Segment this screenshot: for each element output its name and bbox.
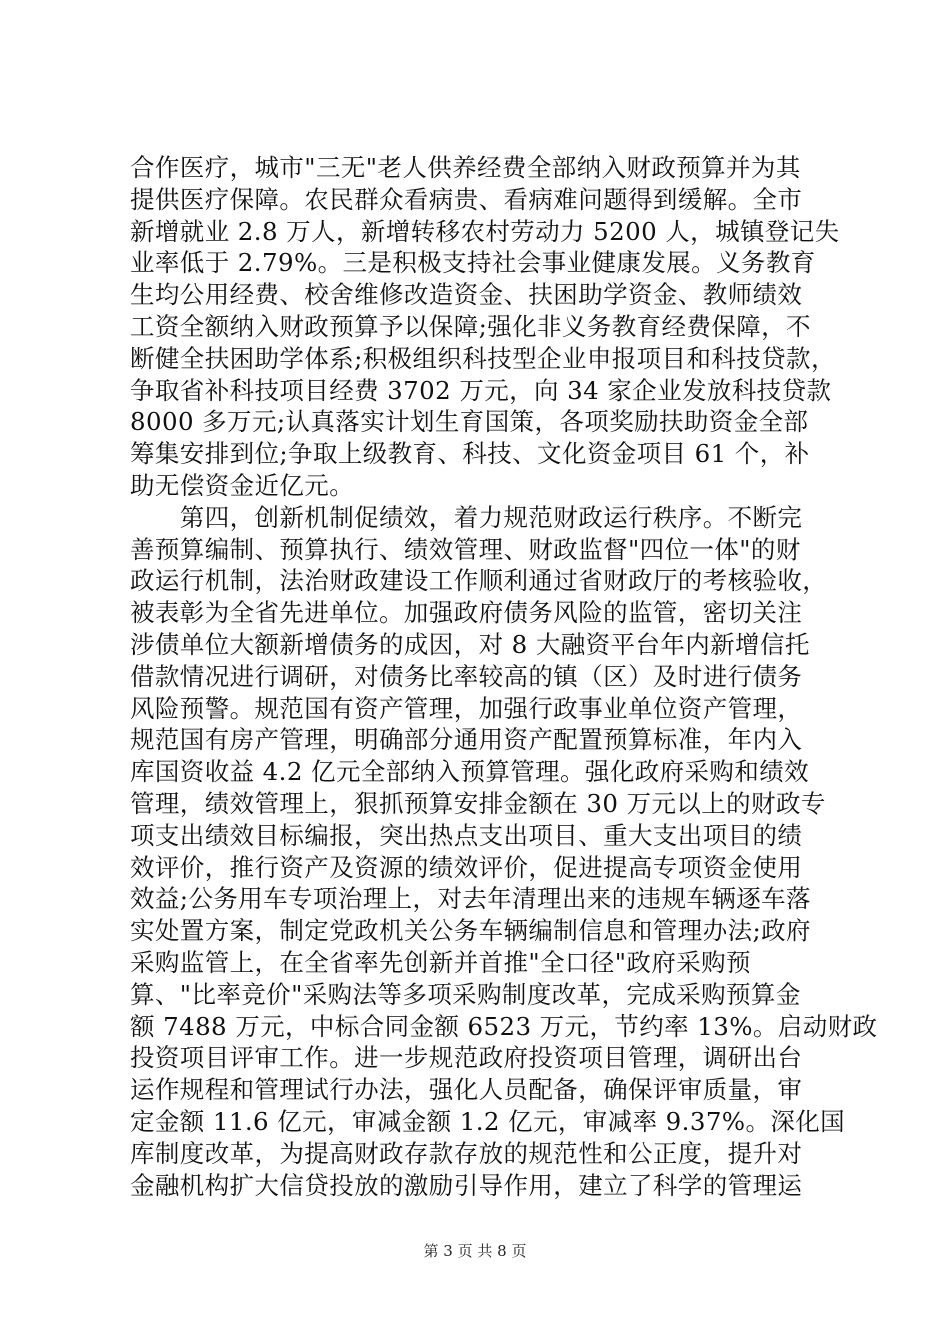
paragraph-start-line: 第四，创新机制促绩效，着力规范财政运行秩序。不断完	[130, 502, 803, 532]
text-line: 涉债单位大额新增债务的成因，对 8 大融资平台年内新增信托	[130, 629, 810, 659]
text-line: 善预算编制、预算执行、绩效管理、财政监督"四位一体"的财	[130, 534, 801, 564]
text-line: 采购监管上，在全省率先创新并首推"全口径"政府采购预	[130, 947, 751, 977]
text-line: 运作规程和管理试行办法，强化人员配备，确保评审质量，审	[130, 1075, 803, 1105]
text-line: 实处置方案，制定党政机关公务车辆编制信息和管理办法;政府	[130, 916, 811, 946]
text-line: 效益;公务用车专项治理上，对去年清理出来的违规车辆逐车落	[130, 884, 811, 914]
text-line: 合作医疗，城市"三无"老人供养经费全部纳入财政预算并为其	[130, 153, 801, 182]
text-line: 投资项目评审工作。进一步规范政府投资项目管理，调研出台	[130, 1043, 803, 1073]
text-line: 项支出绩效目标编报，突出热点支出项目、重大支出项目的绩	[130, 820, 803, 850]
text-line: 助无偿资金近亿元。	[130, 470, 355, 500]
text-line: 业率低于 2.79%。三是积极支持社会事业健康发展。义务教育	[130, 248, 816, 278]
text-line: 库制度改革，为提高财政存款存放的规范性和公正度，提升对	[130, 1138, 803, 1168]
body-text	[130, 152, 878, 1201]
text-line: 争取省补科技项目经费 3702 万元，向 34 家企业发放科技贷款	[130, 375, 832, 405]
text-line: 政运行机制，法治财政建设工作顺利通过省财政厅的考核验收，	[130, 566, 828, 596]
text-line: 风险预警。规范国有资产管理，加强行政事业单位资产管理，	[130, 693, 803, 723]
page-number-footer: 第 3 页 共 8 页	[423, 1242, 527, 1260]
text-line: 效评价，推行资产及资源的绩效评价，促进提高专项资金使用	[130, 852, 803, 882]
text-line: 8000 多万元;认真落实计划生育国策，各项奖励扶助资金全部	[130, 407, 809, 437]
text-line: 被表彰为全省先进单位。加强政府债务风险的监管，密切关注	[130, 598, 803, 628]
text-line: 金融机构扩大信贷投放的激励引导作用，建立了科学的管理运	[130, 1170, 803, 1200]
text-line: 算、"比率竞价"采购法等多项采购制度改革，完成采购预算金	[130, 979, 801, 1009]
text-line: 库国资收益 4.2 亿元全部纳入预算管理。强化政府采购和绩效	[130, 757, 810, 787]
text-line: 额 7488 万元，中标合同金额 6523 万元，节约率 13%。启动财政	[130, 1011, 878, 1041]
text-line: 生均公用经费、校舍维修改造资金、扶困助学资金、教师绩效	[130, 280, 803, 310]
text-line: 定金额 11.6 亿元，审减金额 1.2 亿元，审减率 9.37%。深化国	[130, 1106, 846, 1136]
text-line: 借款情况进行调研，对债务比率较高的镇（区）及时进行债务	[130, 661, 803, 691]
text-line: 提供医疗保障。农民群众看病贵、看病难问题得到缓解。全市	[130, 184, 803, 214]
text-line: 断健全扶困助学体系;积极组织科技型企业申报项目和科技贷款，	[130, 343, 836, 373]
text-line: 筹集安排到位;争取上级教育、科技、文化资金项目 61 个，补	[130, 439, 810, 469]
text-line: 管理，绩效管理上，狠抓预算安排金额在 30 万元以上的财政专	[130, 788, 826, 818]
text-line: 新增就业 2.8 万人，新增转移农村劳动力 5200 人，城镇登记失	[130, 216, 840, 246]
text-line: 工资全额纳入财政预算予以保障;强化非义务教育经费保障，不	[130, 311, 811, 341]
text-line: 规范国有房产管理，明确部分通用资产配置预算标准，年内入	[130, 725, 803, 755]
